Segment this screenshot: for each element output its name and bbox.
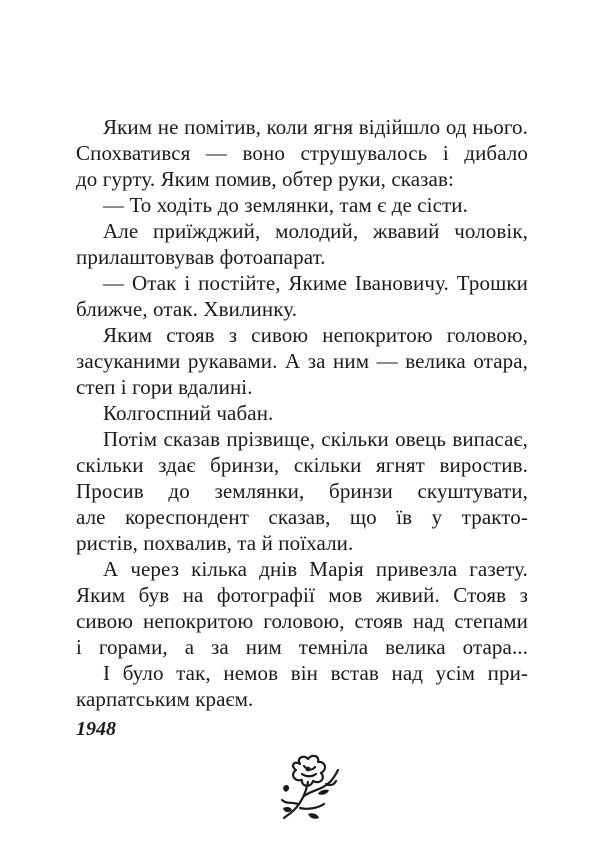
text-line: Колгоспний чабан. — [103, 401, 274, 425]
text-line: ближче, отак. Хвилинку. — [76, 297, 298, 321]
text-line: Яким був на фотографії мов живий. Стояв з — [76, 583, 528, 607]
text-line: степ і гори вдалині. — [76, 375, 253, 399]
text-line: Потім сказав прізвище, скільки овець випасає, — [103, 427, 528, 451]
text-line: ристів, похвалив, та й поїхали. — [76, 531, 354, 555]
text-line: засуканими рукавами. А за ним — велика отара, — [76, 349, 528, 373]
text-line: Але приїжджий, молодий, жвавий чоловік, — [103, 219, 528, 243]
text-line: але кореспондент сказав, що їв у тракто- — [76, 505, 528, 529]
text-line: І було так, немов він встав над усім при- — [103, 661, 528, 685]
text-line: А через кілька днів Марія привезла газету. — [103, 557, 528, 581]
text-line: Яким не помітив, коли ягня відійшло од нього. — [103, 115, 528, 139]
text-line: сивою непокритою головою, стояв над степами — [76, 609, 528, 633]
text-line: — То ходіть до землянки, там є де сісти. — [103, 193, 468, 217]
text-line: до гурту. Яким помив, обтер руки, сказав: — [76, 167, 454, 191]
text-line: Спохватився — воно струшувалось і дибало — [76, 141, 528, 165]
year-date: 1948 — [76, 718, 116, 740]
flower-ornament-icon — [278, 752, 346, 832]
text-line: Яким стояв з сивою непокритою головою, — [103, 323, 528, 347]
text-line: карпатським краєм. — [76, 687, 254, 711]
text-line: — Отак і постійте, Якиме Івановичу. Трошки — [103, 271, 528, 295]
text-line: прилаштовував фотоапарат. — [76, 245, 326, 269]
text-line: і горами, а за ним темніла велика отара... — [76, 635, 528, 659]
text-line: скільки здає бринзи, скільки ягнят виростив. — [76, 453, 528, 477]
text-line: Просив до землянки, бринзи скуштувати, — [76, 479, 528, 503]
